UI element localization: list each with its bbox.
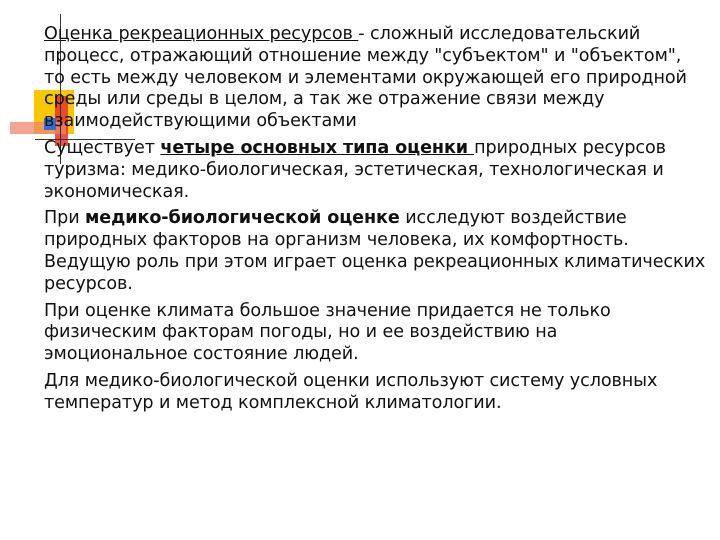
paragraph-text: природных ресурсов туризма: медико-биологическая, эстетическая, технологическая и экономическая. [44,137,666,202]
paragraph-text: исследуют воздействие природных факторов на организм человека, их комфортность. Ведущую роль при этом играет оценка рекреационных климатических ресурсов. [44,208,706,294]
paragraph-text: При оценке климата большое значение придается не только физическим факторам погоды, но и ее воздействию на эмоциональное состояние людей. [44,300,611,365]
paragraph-medical-biological [44,208,706,295]
paragraph-definition [44,24,706,133]
paragraph-text: При [44,208,86,229]
term-underlined: Оценка рекреационных ресурсов [44,24,359,44]
paragraph-text: Для медико-биологической оценки используют систему условных температур и метод комплексной климатологии. [44,370,658,413]
slide-content [44,24,706,420]
paragraph-text: Существует [44,137,161,158]
term-bold: медико-биологической оценке [85,208,400,229]
paragraph-text: - сложный исследовательский процесс, отражающий отношение между "субъектом" и "объектом", то есть между человеком и элементами окружающей его природной среды или среды в целом, а так же отражение связи между взаимодействующими объектами [44,24,687,132]
term-bold-underlined: четыре основных типа оценки [160,137,475,158]
paragraph-types [44,138,706,203]
paragraph-methods [44,371,706,415]
paragraph-climate [44,301,706,366]
